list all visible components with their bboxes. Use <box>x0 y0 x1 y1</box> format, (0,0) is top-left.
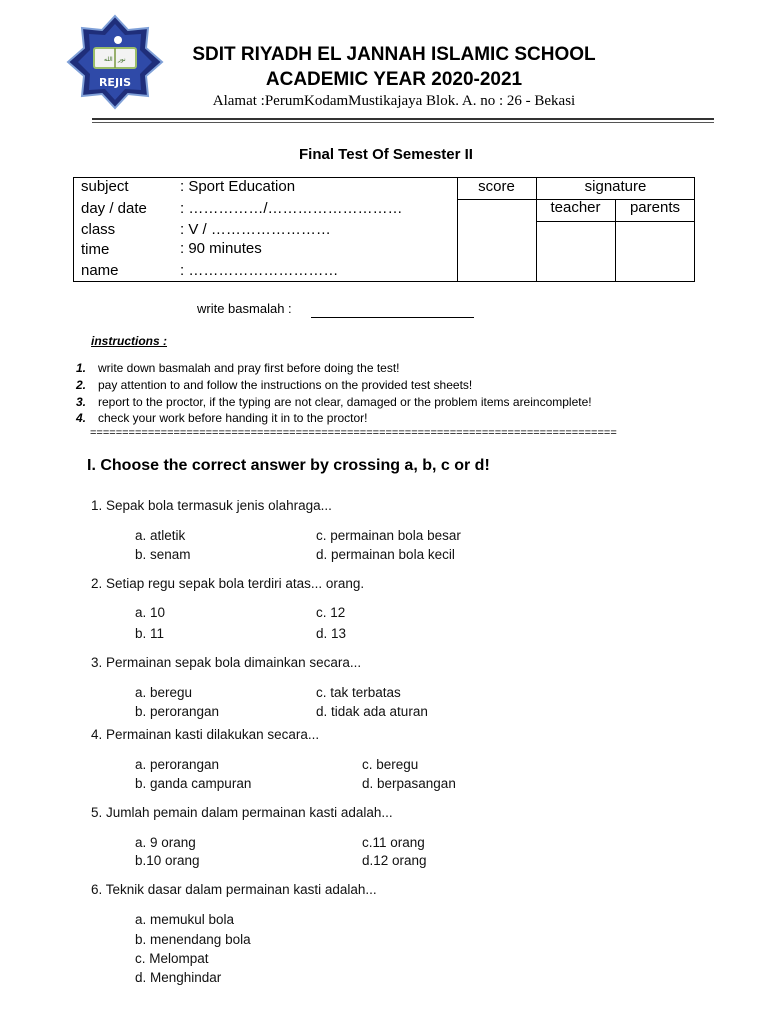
option-c[interactable]: c. tak terbatas <box>316 685 401 700</box>
option-a[interactable]: a. atletik <box>135 528 186 543</box>
time-label: time <box>81 241 110 258</box>
option-c[interactable]: c. permainan bola besar <box>316 528 461 543</box>
option-d[interactable]: d. tidak ada aturan <box>316 704 428 719</box>
option-c[interactable]: c. 12 <box>316 605 346 620</box>
option-d[interactable]: d. 13 <box>316 626 347 641</box>
time-value: : 90 minutes <box>180 240 262 257</box>
academic-year: ACADEMIC YEAR 2020-2021 <box>265 69 523 90</box>
question-text: 4. Permainan kasti dilakukan secara... <box>91 727 320 742</box>
header-divider <box>92 118 714 120</box>
option-a[interactable]: a. 9 orang <box>135 835 196 850</box>
score-header: score <box>478 178 515 195</box>
parents-header: parents <box>629 199 681 216</box>
question-text: 3. Permainan sepak bola dimainkan secara... <box>91 655 362 670</box>
option-d[interactable]: d. permainan bola kecil <box>316 547 455 562</box>
option-d[interactable]: d. Menghindar <box>135 970 222 985</box>
option-b[interactable]: b. ganda campuran <box>135 776 252 791</box>
basmalah-answer-line[interactable] <box>311 317 474 318</box>
instruction-number: 4. <box>76 411 87 425</box>
option-c[interactable]: c. Melompat <box>135 951 209 966</box>
instruction-number: 3. <box>76 395 87 409</box>
instruction-number: 1. <box>76 361 87 375</box>
svg-text:ﻧﻮﺭ: ﻧﻮﺭ <box>118 56 126 63</box>
option-b[interactable]: b. menendang bola <box>135 932 251 947</box>
date-value[interactable]: : ……………/……………………… <box>180 200 403 217</box>
option-a[interactable]: a. perorangan <box>135 757 220 772</box>
question-text: 6. Teknik dasar dalam permainan kasti adalah... <box>91 882 377 897</box>
teacher-header: teacher <box>550 199 601 216</box>
basmalah-prompt: write basmalah : <box>197 301 292 316</box>
option-b[interactable]: b.10 orang <box>135 853 200 868</box>
instruction-number: 2. <box>76 378 87 392</box>
subject-value: : Sport Education <box>180 178 296 195</box>
school-address: Alamat :PerumKodamMustikajaya Blok. A. no : 26 - Bekasi <box>212 93 576 109</box>
instruction-text: check your work before handing it in to the proctor! <box>98 411 368 425</box>
svg-text:ﺍﻟﻠﻪ: ﺍﻟﻠﻪ <box>104 56 113 63</box>
option-b[interactable]: b. senam <box>135 547 191 562</box>
class-label: class <box>81 221 116 238</box>
option-a[interactable]: a. memukul bola <box>135 912 235 927</box>
name-label: name <box>81 262 119 279</box>
name-value[interactable]: : ………………………… <box>180 262 339 279</box>
instruction-text: write down basmalah and pray first before doing the test! <box>98 361 400 375</box>
subject-label: subject <box>81 178 129 195</box>
signature-header: signature <box>584 178 647 195</box>
instruction-text: report to the proctor, if the typing are not clear, damaged or the problem items areincomplete! <box>98 395 592 409</box>
instruction-text: pay attention to and follow the instructions on the provided test sheets! <box>98 378 473 392</box>
option-c[interactable]: c. beregu <box>362 757 419 772</box>
logo-text: REJIS <box>98 76 132 89</box>
option-b[interactable]: b. 11 <box>135 626 165 641</box>
school-name: SDIT RIYADH EL JANNAH ISLAMIC SCHOOL <box>192 44 596 65</box>
date-label: day / date <box>81 200 147 217</box>
section-title: I. Choose the correct answer by crossing a, b, c or d! <box>87 457 490 474</box>
student-info-table <box>73 177 695 282</box>
instructions-title: instructions : <box>91 334 168 348</box>
question-text: 2. Setiap regu sepak bola terdiri atas... orang. <box>91 576 365 591</box>
table-divider <box>536 221 694 222</box>
test-title: Final Test Of Semester II <box>299 146 473 163</box>
question-text: 5. Jumlah pemain dalam permainan kasti adalah... <box>91 805 393 820</box>
option-c[interactable]: c.11 orang <box>362 835 425 850</box>
header-divider-thin <box>92 122 714 123</box>
option-a[interactable]: a. 10 <box>135 605 166 620</box>
option-a[interactable]: a. beregu <box>135 685 193 700</box>
option-d[interactable]: d. berpasangan <box>362 776 456 791</box>
class-value[interactable]: : V / …………………… <box>180 221 331 238</box>
question-text: 1. Sepak bola termasuk jenis olahraga... <box>91 498 332 513</box>
section-separator: ================================================================================== <box>90 427 617 439</box>
option-b[interactable]: b. perorangan <box>135 704 220 719</box>
option-d[interactable]: d.12 orang <box>362 853 427 868</box>
